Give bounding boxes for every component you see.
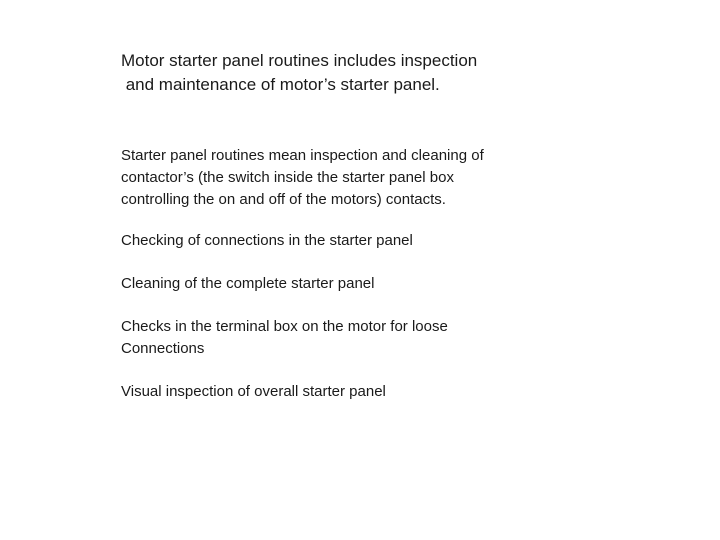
paragraph-line: Checks in the terminal box on the motor for loose xyxy=(121,318,448,335)
paragraph-line: Cleaning of the complete starter panel xyxy=(121,275,375,292)
slide-title xyxy=(121,49,591,97)
paragraph-panel-cleaning xyxy=(121,273,641,295)
title-line-1: Motor starter panel routines includes inspection xyxy=(121,51,478,70)
paragraph-line: controlling the on and off of the motors) contacts. xyxy=(121,191,446,208)
paragraph-terminal-box-check xyxy=(121,316,641,360)
paragraph-line: Checking of connections in the starter panel xyxy=(121,232,413,249)
paragraph-line: Connections xyxy=(121,340,205,357)
paragraph-line: Visual inspection of overall starter panel xyxy=(121,383,386,400)
paragraph-line: contactor’s (the switch inside the starter panel box xyxy=(121,169,454,186)
paragraph-connection-check xyxy=(121,230,641,252)
title-line-2: and maintenance of motor’s starter panel. xyxy=(121,75,440,94)
paragraph-line: Starter panel routines mean inspection and cleaning of xyxy=(121,147,484,164)
paragraph-contactor-cleaning xyxy=(121,145,641,211)
paragraph-visual-inspection xyxy=(121,381,641,403)
